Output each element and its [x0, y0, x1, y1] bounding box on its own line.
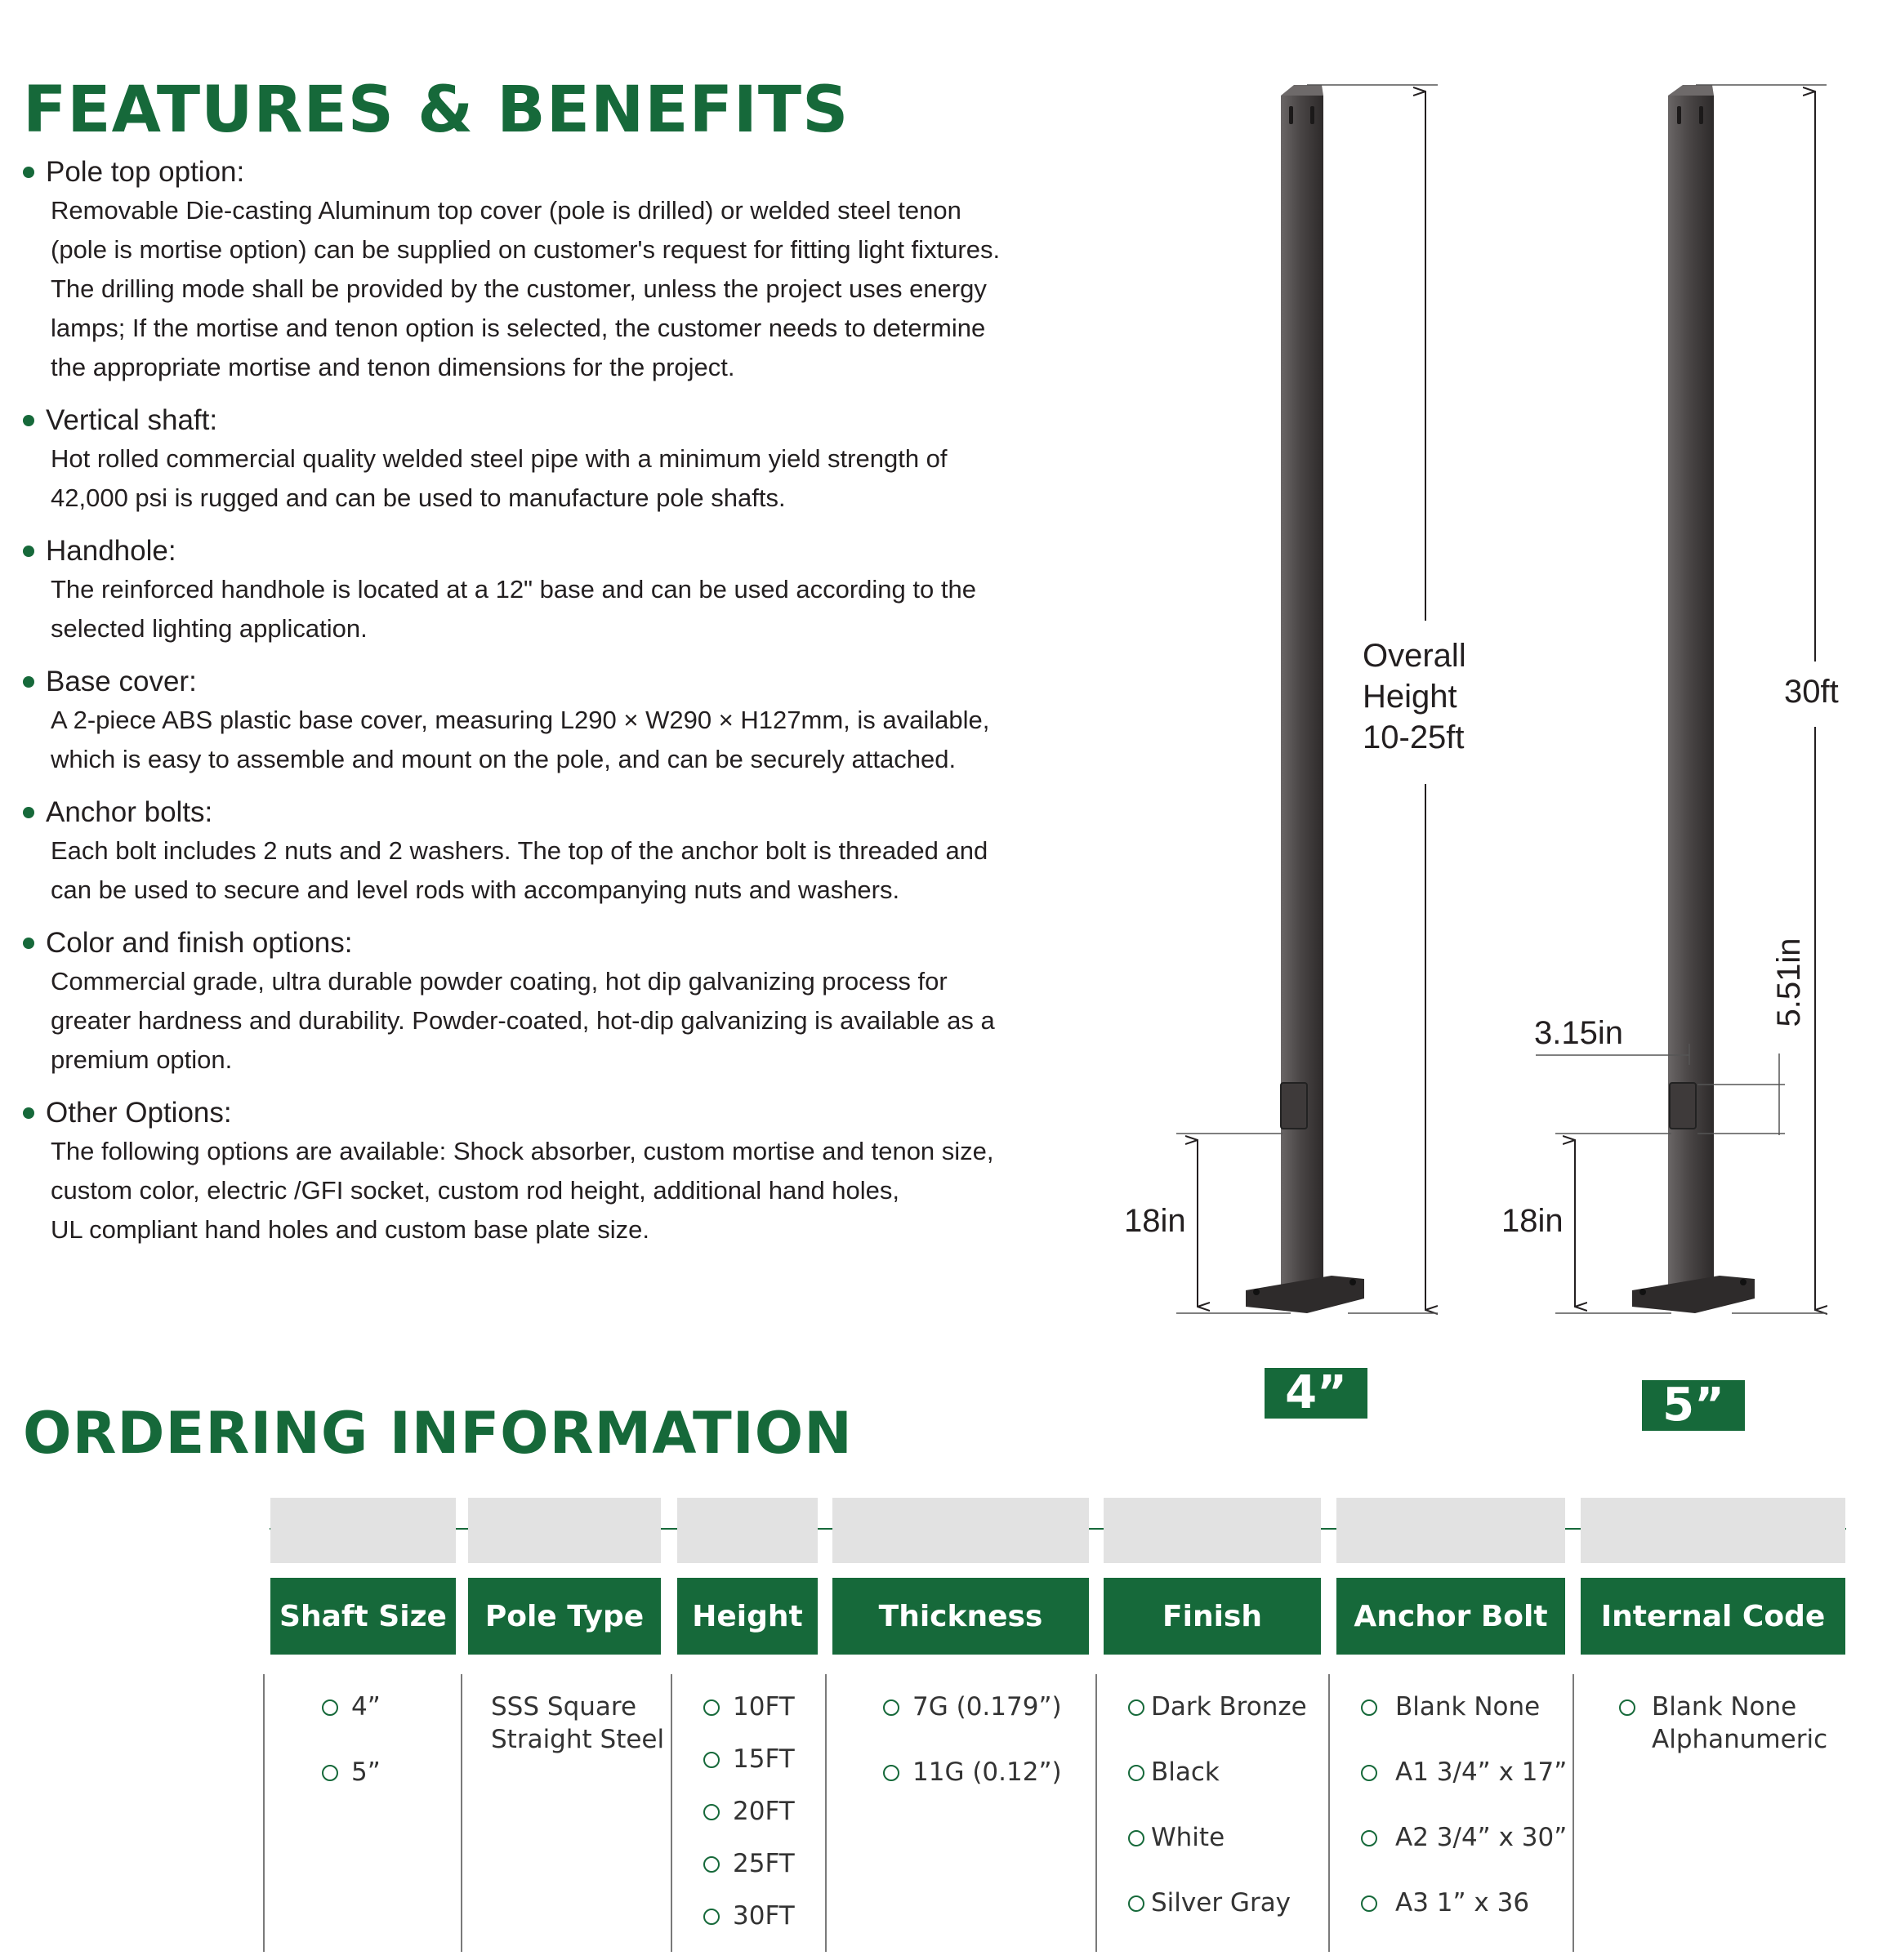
pole4-handhole-height-label: 18in [1124, 1203, 1186, 1239]
feature-line: The drilling mode shall be provided by the customer, unless the project uses energy [51, 274, 987, 303]
column-divider [1095, 1674, 1097, 1952]
bolt-icon [1740, 1279, 1746, 1285]
column-header-internal-code: Internal Code [1581, 1578, 1845, 1655]
option-label: 5” [351, 1757, 381, 1787]
radio-circle-icon[interactable] [1128, 1699, 1144, 1716]
feature-line: lamps; If the mortise and tenon option is selected, the customer needs to determine [51, 314, 986, 342]
code-box-anchor-bolt[interactable] [1336, 1498, 1565, 1563]
option-finish[interactable] [1128, 1756, 1220, 1788]
option-height[interactable] [703, 1795, 795, 1828]
top-slot-icon [1310, 106, 1314, 124]
feature-line: The reinforced handhole is located at a 12" base and can be used according to the [51, 575, 976, 604]
feature-line: the appropriate mortise and tenon dimensions for the project. [51, 353, 735, 381]
top-slot-icon [1677, 106, 1681, 124]
column-header-thickness: Thickness [832, 1578, 1089, 1655]
radio-circle-icon[interactable] [1361, 1765, 1377, 1781]
radio-circle-icon[interactable] [322, 1765, 338, 1781]
option-anchor-bolt[interactable] [1361, 1886, 1529, 1919]
pole5-handhole-height-label: 18in [1501, 1203, 1564, 1239]
option-label: 30FT [733, 1901, 795, 1931]
option-label: White [1151, 1823, 1225, 1852]
bolt-icon [1349, 1279, 1356, 1285]
option-label: SSS Square [491, 1692, 637, 1722]
code-box-pole-type[interactable] [468, 1498, 661, 1563]
option-label: 20FT [733, 1797, 795, 1826]
column-divider [671, 1674, 672, 1952]
height-label-line: 10-25ft [1363, 719, 1465, 755]
option-finish[interactable] [1128, 1821, 1225, 1854]
option-internal-code[interactable] [1619, 1690, 1827, 1756]
option-label: 4” [351, 1692, 381, 1722]
feature-title-text: Other Options: [46, 1097, 232, 1129]
option-height[interactable] [703, 1690, 795, 1723]
feature-title-text: Vertical shaft: [46, 404, 218, 436]
option-label: 15FT [733, 1744, 795, 1774]
features-heading: FEATURES & BENEFITS [23, 74, 850, 147]
handhole-length-label: 5.51in [1771, 938, 1807, 1027]
option-pole-type [491, 1690, 664, 1756]
radio-circle-icon[interactable] [883, 1699, 899, 1716]
column-divider [1572, 1674, 1574, 1952]
radio-circle-icon[interactable] [703, 1699, 720, 1716]
column-divider [825, 1674, 827, 1952]
option-thickness[interactable] [883, 1756, 1062, 1788]
radio-circle-icon[interactable] [703, 1856, 720, 1873]
radio-circle-icon[interactable] [1128, 1895, 1144, 1912]
radio-circle-icon[interactable] [1619, 1699, 1635, 1716]
option-shaft-size[interactable] [322, 1690, 381, 1723]
option-anchor-bolt[interactable] [1361, 1756, 1567, 1788]
option-label: Blank None [1395, 1692, 1541, 1722]
option-height[interactable] [703, 1847, 795, 1880]
code-box-internal-code[interactable] [1581, 1498, 1845, 1563]
handhole-width-label: 3.15in [1534, 1015, 1623, 1051]
feature-line: premium option. [51, 1045, 233, 1074]
feature-line: A 2-piece ABS plastic base cover, measuring L290 × W290 × H127mm, is available, [51, 706, 990, 734]
feature-line: 42,000 psi is rugged and can be used to manufacture pole shafts. [51, 483, 786, 512]
radio-circle-icon[interactable] [1128, 1765, 1144, 1781]
radio-circle-icon[interactable] [322, 1699, 338, 1716]
option-finish[interactable] [1128, 1886, 1291, 1919]
option-finish[interactable] [1128, 1690, 1307, 1723]
pole-top-cap [1281, 85, 1323, 96]
option-shaft-size[interactable] [322, 1756, 381, 1788]
radio-circle-icon[interactable] [1361, 1830, 1377, 1846]
option-anchor-bolt[interactable] [1361, 1690, 1540, 1723]
column-divider [1328, 1674, 1330, 1952]
feature-title-text: Color and finish options: [46, 927, 353, 959]
column-header-pole-type: Pole Type [468, 1578, 661, 1655]
option-anchor-bolt[interactable] [1361, 1821, 1567, 1854]
ordering-heading: ORDERING INFORMATION [23, 1400, 853, 1467]
column-header-finish: Finish [1104, 1578, 1321, 1655]
feature-line: selected lighting application. [51, 614, 368, 643]
option-label: A2 3/4” x 30” [1395, 1823, 1568, 1852]
pole-5in [1536, 85, 1827, 1313]
option-label: Straight Steel [491, 1725, 665, 1754]
height-label-line: Height [1363, 679, 1457, 715]
overall-height-label [1363, 635, 1466, 758]
base-plate [1632, 1276, 1755, 1313]
option-label: A3 1” x 36 [1395, 1888, 1530, 1918]
radio-circle-icon[interactable] [1361, 1699, 1377, 1716]
option-label: 10FT [733, 1692, 795, 1722]
option-height[interactable] [703, 1900, 795, 1932]
size-badge-4in: 4” [1265, 1368, 1367, 1419]
radio-circle-icon[interactable] [883, 1765, 899, 1781]
feature-title-text: Anchor bolts: [46, 796, 213, 828]
radio-circle-icon[interactable] [703, 1804, 720, 1820]
handhole-cover [1281, 1083, 1307, 1129]
option-label: Black [1151, 1757, 1220, 1787]
handhole-cover [1670, 1083, 1696, 1129]
feature-line: Hot rolled commercial quality welded steel pipe with a minimum yield strength of [51, 444, 948, 473]
radio-circle-icon[interactable] [703, 1752, 720, 1768]
feature-line: (pole is mortise option) can be supplied on customer's request for fitting light fixtures. [51, 235, 1001, 264]
code-box-thickness[interactable] [832, 1498, 1089, 1563]
feature-line: which is easy to assemble and mount on the pole, and can be securely attached. [51, 745, 957, 773]
option-label: Alphanumeric [1652, 1725, 1828, 1754]
option-label: Blank None [1652, 1692, 1797, 1722]
column-header-anchor-bolt: Anchor Bolt [1336, 1578, 1565, 1655]
option-thickness[interactable] [883, 1690, 1062, 1723]
feature-line: The following options are available: Shock absorber, custom mortise and tenon size, [51, 1137, 994, 1165]
option-label: A1 3/4” x 17” [1395, 1757, 1568, 1787]
column-divider [461, 1674, 462, 1952]
feature-line: Removable Die-casting Aluminum top cover (pole is drilled) or welded steel tenon [51, 196, 961, 225]
column-divider [263, 1674, 265, 1952]
option-label-group [1652, 1690, 1827, 1756]
feature-title-text: Pole top option: [46, 156, 245, 188]
radio-circle-icon[interactable] [703, 1909, 720, 1925]
feature-line: Each bolt includes 2 nuts and 2 washers. The top of the anchor bolt is threaded and [51, 836, 988, 865]
column-header-shaft-size: Shaft Size [270, 1578, 456, 1655]
feature-title-text: Handhole: [46, 535, 176, 567]
column-header-height: Height [677, 1578, 818, 1655]
pole-top-cap [1668, 85, 1714, 96]
size-badge-5in: 5” [1642, 1380, 1745, 1431]
top-slot-icon [1289, 106, 1293, 124]
feature-line: greater hardness and durability. Powder-coated, hot-dip galvanizing is available as a [51, 1006, 995, 1035]
bolt-icon [1639, 1289, 1646, 1295]
option-label: Silver Gray [1151, 1888, 1291, 1918]
radio-circle-icon[interactable] [1128, 1830, 1144, 1846]
feature-line: Commercial grade, ultra durable powder coating, hot dip galvanizing process for [51, 967, 948, 996]
base-plate [1246, 1276, 1364, 1313]
feature-line: UL compliant hand holes and custom base plate size. [51, 1215, 649, 1244]
radio-circle-icon[interactable] [1361, 1895, 1377, 1912]
height-label-line: Overall [1363, 638, 1466, 674]
feature-line: can be used to secure and level rods with accompanying nuts and washers. [51, 875, 900, 904]
feature-title-text: Base cover: [46, 666, 197, 697]
code-box-height[interactable] [677, 1498, 818, 1563]
top-slot-icon [1699, 106, 1703, 124]
feature-line: custom color, electric /GFI socket, custom rod height, additional hand holes, [51, 1176, 900, 1205]
code-box-finish[interactable] [1104, 1498, 1321, 1563]
option-label: Dark Bronze [1151, 1692, 1307, 1722]
option-label: 25FT [733, 1849, 795, 1878]
option-label: 7G (0.179”) [912, 1692, 1062, 1722]
option-height[interactable] [703, 1743, 795, 1775]
code-box-shaft-size[interactable] [270, 1498, 456, 1563]
bolt-icon [1253, 1289, 1260, 1295]
option-label: 11G (0.12”) [912, 1757, 1062, 1787]
pole5-height-label: 30ft [1784, 674, 1839, 710]
